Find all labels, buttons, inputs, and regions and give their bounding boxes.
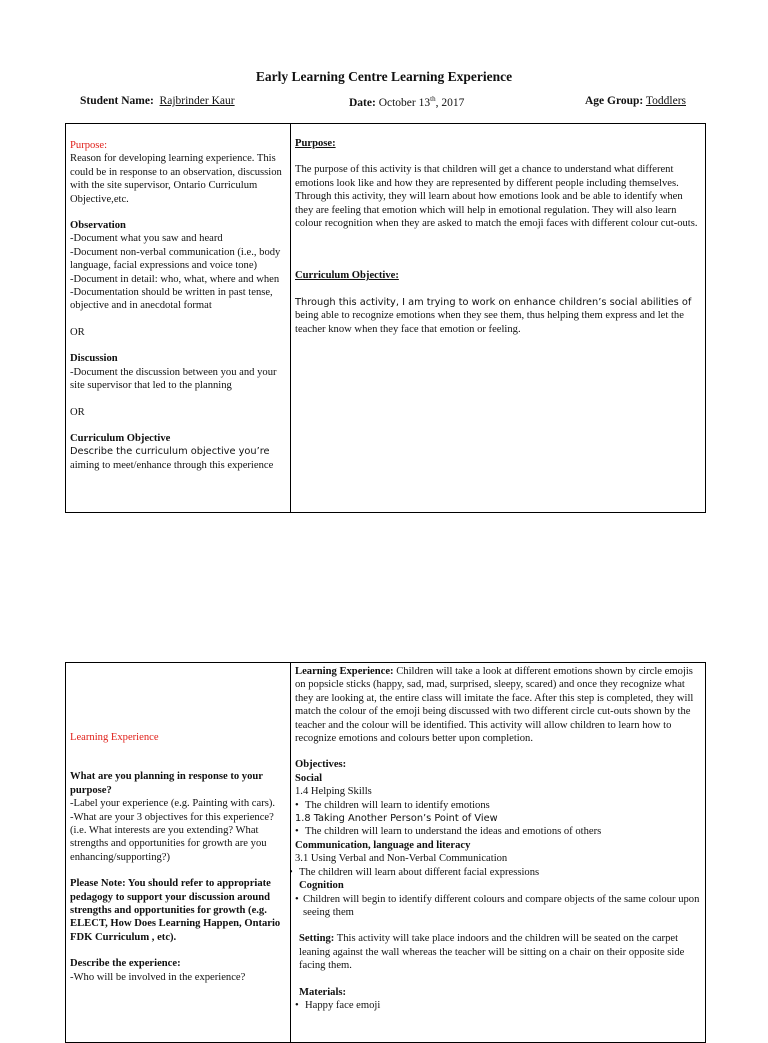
age-group-value: Toddlers <box>645 95 686 107</box>
age-group-field <box>585 95 686 107</box>
observation-line: -Document in detail: who, what, where and when <box>70 273 280 285</box>
learning-experience-heading: Learning Experience <box>70 732 159 743</box>
purpose-heading-left: Purpose: <box>70 140 108 151</box>
student-name-field <box>80 95 235 107</box>
social-list <box>295 825 701 838</box>
or-separator: OR <box>70 406 85 418</box>
student-name-label: Student Name: <box>80 95 154 107</box>
list-item: • The children will learn to understand the ideas and emotions of others <box>295 825 701 838</box>
purpose-heading-right: Purpose: <box>295 138 336 149</box>
curriculum-objective-heading-left: Curriculum Objective <box>70 432 171 444</box>
planning-question: What are you planning in response to your purpose? <box>70 771 263 796</box>
curriculum-objective-text-a: Describe the curriculum objective you’re <box>70 446 270 458</box>
curriculum-objective-text-b: aiming to meet/enhance through this experience <box>70 459 274 471</box>
purpose-response-cell <box>291 124 706 513</box>
page-title: Early Learning Centre Learning Experience <box>255 69 513 84</box>
social-subheading: 1.8 Taking Another Person’s Point of View <box>295 813 498 825</box>
objectives-heading: Objectives: <box>295 759 347 771</box>
date-label: Date: <box>349 96 376 109</box>
curriculum-objective-heading-right: Curriculum Objective: <box>295 270 399 282</box>
discussion-text: -Document the discussion between you and your site supervisor that led to the planning <box>70 366 277 392</box>
cognition-list <box>295 893 701 920</box>
date-value: October 13th, 2017 <box>378 95 465 109</box>
list-item: • The children will learn to identify emotions <box>295 799 701 812</box>
social-list <box>295 799 701 812</box>
purpose-table <box>65 123 706 513</box>
communication-heading: Communication, language and literacy <box>295 839 471 851</box>
learning-guidance-cell <box>66 663 291 1043</box>
list-item: • Happy face emoji <box>295 999 701 1012</box>
pedagogy-note: Please Note: You should refer to appropriate pedagogy to support your discussion around strengths and opportunities for growth (e.g. ELECT, How Does Learning Happen, Ontario FDK Curriculum , etc). <box>70 878 281 943</box>
age-group-label: Age Group: <box>585 95 644 107</box>
observation-line: -Documentation should be written in past tense, objective and in anecdotal format <box>70 287 273 312</box>
discussion-heading: Discussion <box>70 353 118 365</box>
or-separator: OR <box>70 326 85 338</box>
learning-experience-text: Learning Experience: Children will take a look at different emotions shown by circle emojis on popsicle sticks (happy, sad, mad, surprised, sleepy, scared) and once they recognize what they are looking at, the entire class will imitate the face. After this step is completed, they will match the colour of the emoji being discussed with two different circle cut-outs shown by the teacher and the colour will be identified. This activity will allow children to learn how to recognize emotions and colours better upon completion. <box>295 666 694 745</box>
list-item: • Children will begin to identify different colours and compare objects of the same colour upon seeing them <box>295 893 701 920</box>
observation-heading: Observation <box>70 220 126 232</box>
purpose-guidance-text: Reason for developing learning experience. This could be in response to an observation, discussion with the site supervisor, Ontario Curriculum Objective,etc. <box>70 153 282 205</box>
student-name-value: Rajbrinder Kaur <box>159 95 235 107</box>
setting-text: Setting: This activity will take place indoors and the children will be seated on the carpet leaning against the wall whereas the teacher will be sitting on a chair on their opposite side facing them. <box>299 933 685 972</box>
learning-response-cell <box>291 663 706 1043</box>
purpose-response-text: The purpose of this activity is that children will get a chance to understand what different emotions look like and how they are represented by different people including themselves. Through this activity, they will learn about how emotions look and be able to identify when they are feeling that emotion which will help in emotional regulation. They will also learn colour recognition when they are asked to match the emoji faces with different colour cut-outs. <box>295 164 698 230</box>
social-heading: Social <box>295 772 323 784</box>
communication-subheading: 3.1 Using Verbal and Non-Verbal Communication <box>295 853 508 865</box>
describe-experience-heading: Describe the experience: <box>70 958 181 970</box>
curriculum-response-text-a: Through this activity, I am trying to work on enhance children’s social abilities of <box>295 296 692 308</box>
purpose-guidance-cell <box>66 124 291 513</box>
list-item: • The children will learn about different facial expressions <box>295 866 701 879</box>
social-subheading: 1.4 Helping Skills <box>295 786 372 798</box>
planning-line: -What are your 3 objectives for this experience? (i.e. What interests are you extending? What strengths and opportunities for growth are you enhancing/supporting?) <box>70 811 274 863</box>
materials-list <box>295 999 701 1012</box>
communication-list <box>295 866 701 879</box>
planning-line: -Label your experience (e.g. Painting with cars). <box>70 798 276 810</box>
observation-line: -Document non-verbal communication (i.e., body language, facial expressions and voice tone) <box>70 246 281 272</box>
materials-heading: Materials: <box>299 986 347 998</box>
observation-line: -Document what you saw and heard <box>70 233 223 245</box>
cognition-heading: Cognition <box>299 880 344 892</box>
learning-experience-table <box>65 662 706 1043</box>
curriculum-response-text-b: being able to recognize emotions when they see them, thus helping them express and let the teacher know when they face that emotion or feeling. <box>295 310 684 335</box>
describe-experience-line: -Who will be involved in the experience? <box>70 971 246 983</box>
date-field <box>349 95 464 109</box>
